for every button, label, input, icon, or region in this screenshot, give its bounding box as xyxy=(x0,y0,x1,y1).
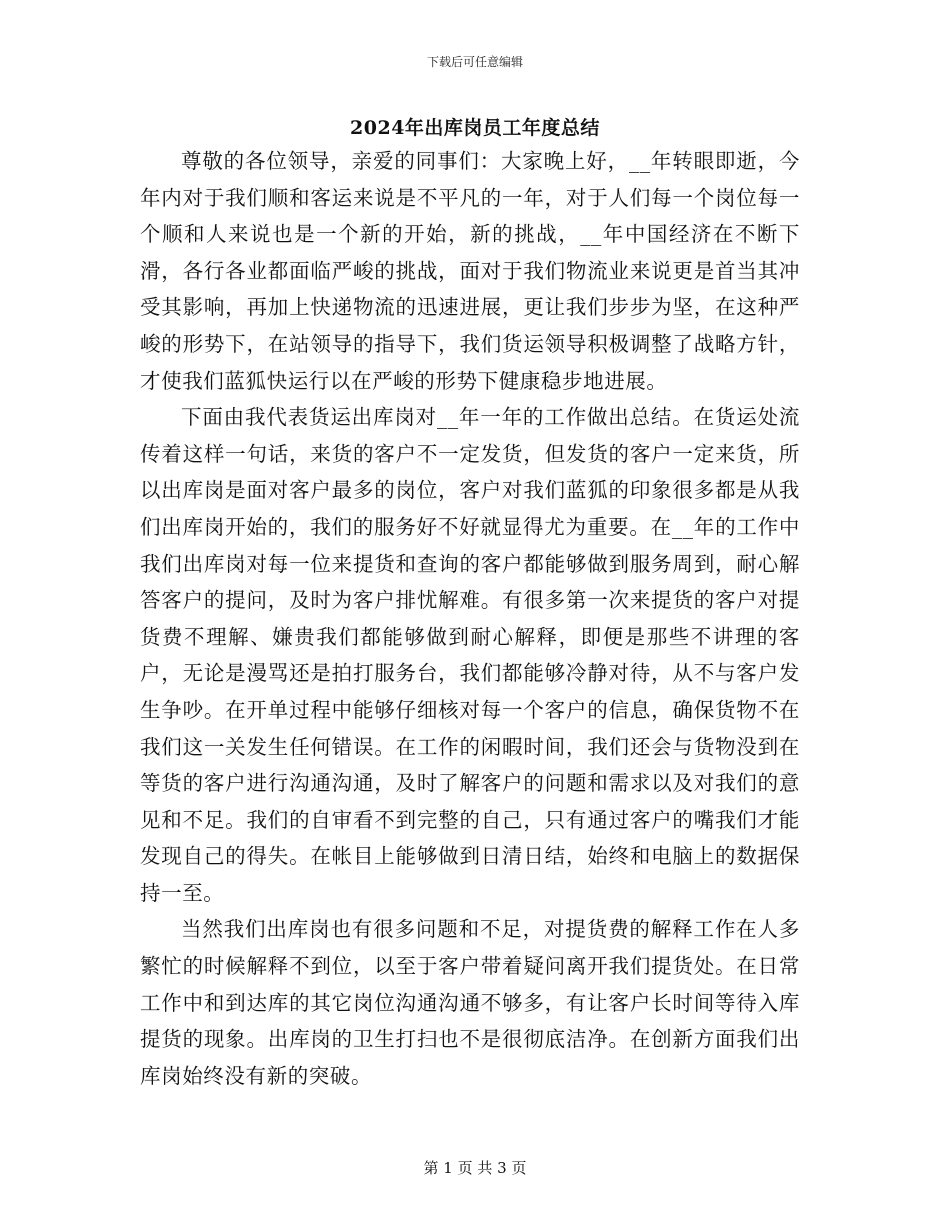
paragraph-1: 尊敬的各位领导，亲爱的同事们：大家晚上好，__年转眼即逝，今年内对于我们顺和客运来说是不平凡的一年，对于人们每一个岗位每一个顺和人来说也是一个新的开始，新的挑战，__年中国经济在不断下滑，各行各业都面临严峻的挑战，面对于我们物流业来说更是首当其冲受其影响，再加上快递物流的迅速进展，更让我们步步为坚，在这种严峻的形势下，在站领导的指导下，我们货运领导积极调整了战略方针，才使我们蓝狐快运行以在严峻的形势下健康稳步地进展。 xyxy=(140,149,800,393)
document-title: 2024年出库岗员工年度总结 xyxy=(350,117,600,139)
document-body xyxy=(140,143,800,1094)
paragraph-3: 当然我们出库岗也有很多问题和不足，对提货费的解释工作在人多繁忙的时候解释不到位，以至于客户带着疑问离开我们提货处。在日常工作中和到达库的其它岗位沟通沟通不够多，有让客户长时间等待入库提货的现象。出库岗的卫生打扫也不是很彻底洁净。在创新方面我们出库岗始终没有新的突破。 xyxy=(140,917,800,1088)
header-note: 下载后可任意编辑 xyxy=(426,55,523,69)
page-number: 第 1 页 共 3 页 xyxy=(423,1159,527,1177)
paragraph-2: 下面由我代表货运出库岗对__年一年的工作做出总结。在货运处流传着这样一句话，来货的客户不一定发货，但发货的客户一定来货，所以出库岗是面对客户最多的岗位，客户对我们蓝狐的印象很多都是从我们出库岗开始的，我们的服务好不好就显得尤为重要。在__年的工作中我们出库岗对每一位来提货和查询的客户都能够做到服务周到，耐心解答客户的提问，及时为客户排忧解难。有很多第一次来提货的客户对提货费不理解、嫌贵我们都能够做到耐心解释，即便是那些不讲理的客户，无论是漫骂还是拍打服务台，我们都能够冷静对待，从不与客户发生争吵。在开单过程中能够仔细核对每一个客户的信息，确保货物不在我们这一关发生任何错误。在工作的闲暇时间，我们还会与货物没到在等货的客户进行沟通沟通，及时了解客户的问题和需求以及对我们的意见和不足。我们的自审看不到完整的自己，只有通过客户的嘴我们才能发现自己的得失。在帐目上能够做到日清日结，始终和电脑上的数据保持一至。 xyxy=(140,405,800,905)
